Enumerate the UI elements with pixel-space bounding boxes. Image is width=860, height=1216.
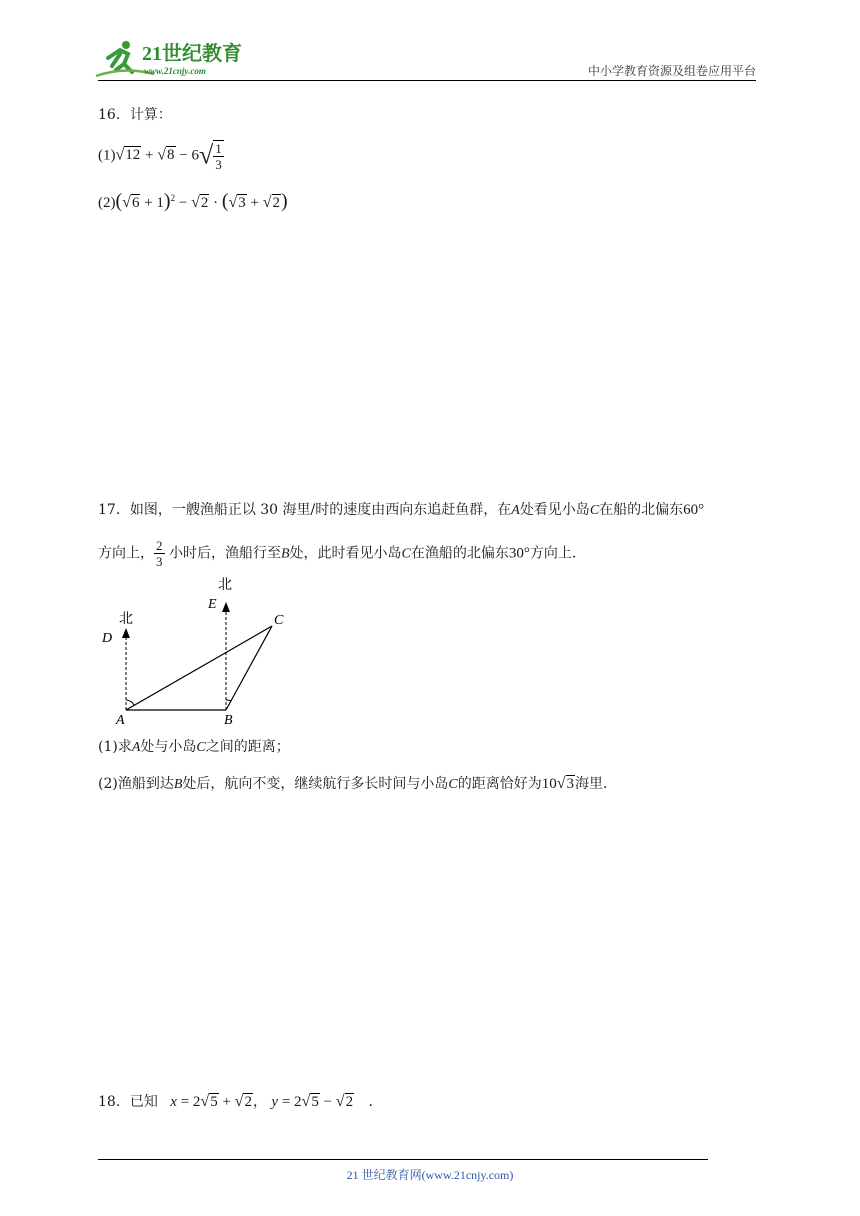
q17-text: 在渔船的北偏东 bbox=[410, 545, 509, 562]
footer-text[interactable]: 21 世纪教育网(www.21cnjy.com) bbox=[346, 1168, 514, 1182]
q17-text: 的距离恰好为 bbox=[457, 776, 542, 792]
q17-diagram bbox=[96, 570, 306, 730]
north-arrow-b-icon bbox=[222, 602, 230, 612]
distance-value: 10√3 bbox=[541, 775, 575, 792]
logo-text: 21世纪教育 bbox=[142, 43, 242, 65]
q17-line2 bbox=[98, 538, 586, 569]
q17-sub1 bbox=[98, 737, 290, 758]
q17-text: 小时后，渔船行至 bbox=[168, 545, 281, 562]
q17-text: 之间的距离； bbox=[205, 739, 290, 755]
q17-text: 处看见小岛 bbox=[519, 502, 590, 518]
q17-text: 处与小岛 bbox=[140, 739, 197, 755]
q17-text: (1)求 bbox=[98, 739, 132, 755]
q16-part2-label: (2) bbox=[98, 195, 116, 211]
angle-mark-a bbox=[126, 700, 134, 705]
north-label-b: 北 bbox=[218, 578, 232, 593]
var-c: C bbox=[196, 740, 206, 755]
q17-text: 处后，航向不变，继续航行多长时间与小岛 bbox=[182, 776, 449, 792]
header-platform-text: 中小学教育资源及组卷应用平台 bbox=[587, 64, 756, 78]
q18-title: 18．已知 bbox=[98, 1094, 158, 1110]
var-c: C bbox=[401, 546, 411, 562]
var-c: C bbox=[448, 777, 458, 792]
q17-line1 bbox=[98, 500, 704, 521]
var-c: C bbox=[589, 503, 600, 518]
y-expression: y = 2√5 − √2 bbox=[271, 1093, 354, 1110]
var-a: A bbox=[511, 503, 520, 518]
q17-text: 17．如图，一艘渔船正以 30 海里/时的速度由西向东追赶鱼群，在 bbox=[98, 502, 512, 518]
q17-text: 方向上， bbox=[98, 545, 154, 562]
q17-text: 海里． bbox=[575, 776, 618, 792]
q17-text: 方向上． bbox=[529, 545, 586, 562]
q17-sub2 bbox=[98, 774, 617, 795]
q17-text: (2)渔船到达 bbox=[98, 776, 174, 792]
fraction-2-3: $\frac{2}{3}$ bbox=[156, 538, 163, 569]
logo-url: www.21cnjy.com bbox=[144, 66, 206, 76]
segment-ac bbox=[126, 626, 272, 710]
site-logo bbox=[94, 36, 264, 80]
period: ． bbox=[368, 1094, 383, 1110]
label-c: C bbox=[274, 613, 284, 628]
x-expression: x = 2√5 + √2 bbox=[170, 1093, 252, 1110]
angle-30: 30° bbox=[508, 545, 530, 562]
q17-text: 处，此时看见小岛 bbox=[289, 545, 402, 562]
separator: ， bbox=[252, 1094, 267, 1110]
q16-part1-label: (1) bbox=[98, 147, 116, 164]
var-a: A bbox=[131, 740, 141, 755]
north-arrow-a-icon bbox=[122, 628, 130, 638]
footer-divider bbox=[98, 1159, 708, 1160]
q16-part2: $(2)(√6 + 1)^2 - √2 \cdot (√3 + √2)$ bbox=[98, 190, 288, 212]
label-e: E bbox=[208, 597, 217, 612]
q17-text: 在船的北偏东 bbox=[599, 502, 684, 518]
q16-part1: (1)√12 + √8 − 6√ $\frac{1}{3}$ bbox=[98, 140, 222, 172]
north-label-a: 北 bbox=[119, 612, 133, 627]
label-b: B bbox=[224, 713, 233, 728]
angle-60: 60° bbox=[683, 502, 705, 518]
angle-mark-b bbox=[226, 700, 231, 701]
label-d: D bbox=[102, 631, 113, 646]
q16-title: 16．计算： bbox=[98, 107, 172, 123]
q18-line bbox=[98, 1092, 383, 1112]
var-b: B bbox=[173, 777, 183, 792]
var-b: B bbox=[280, 546, 290, 562]
header-divider bbox=[98, 80, 756, 81]
label-a: A bbox=[116, 713, 125, 728]
